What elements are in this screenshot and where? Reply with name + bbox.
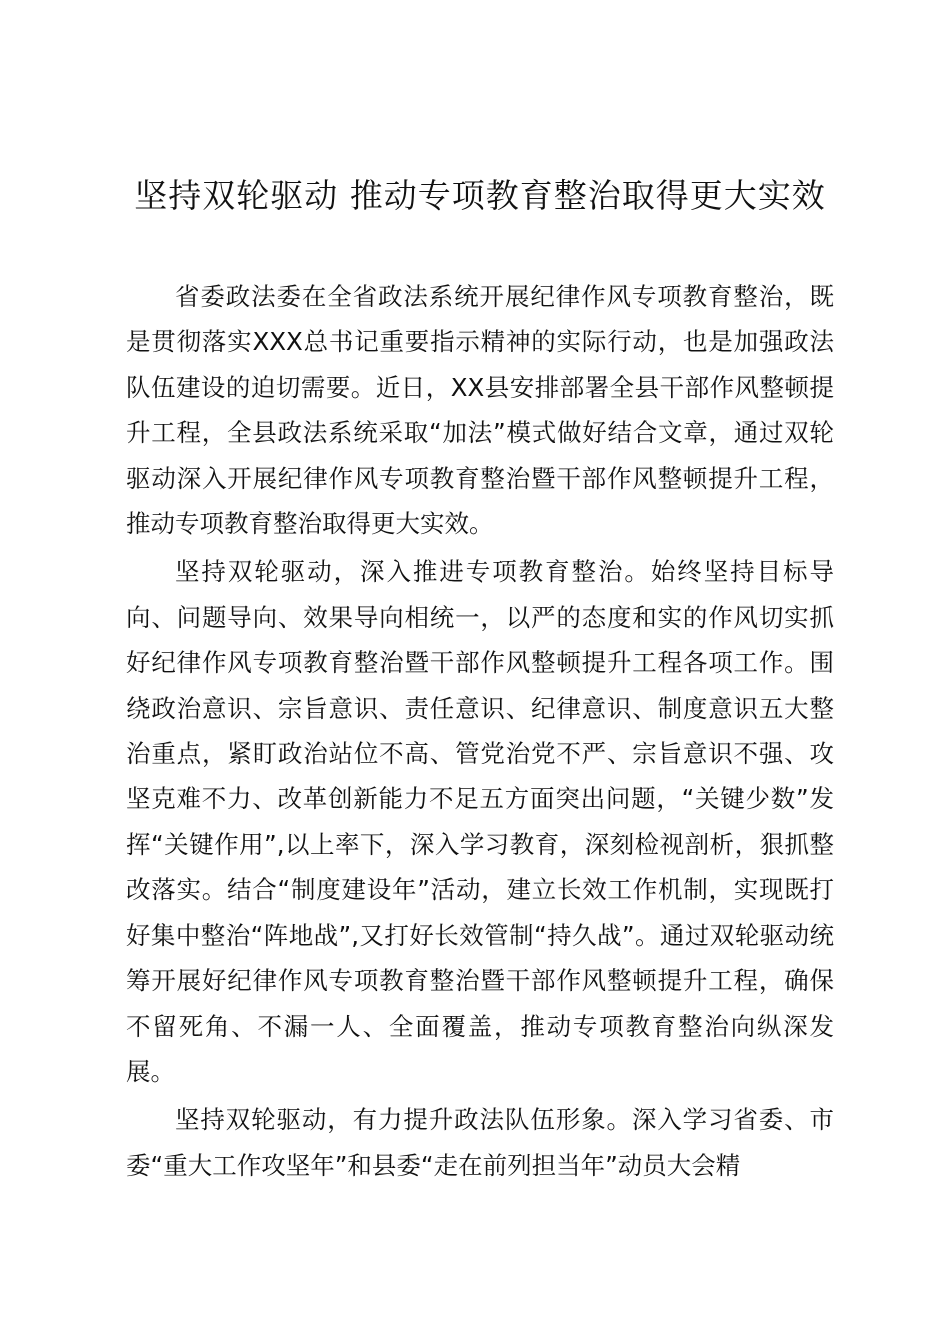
- document-body: [126, 274, 834, 1191]
- paragraph-team-image: 坚持双轮驱动，有力提升政法队伍形象。深入学习省委、市委“重大工作攻坚年”和县委“走在前列担当年”动员大会精: [126, 1105, 834, 1180]
- paragraph-rectification: 坚持双轮驱动，深入推进专项教育整治。始终坚持目标导向、问题导向、效果导向相统一，以严的态度和实的作风切实抓好纪律作风专项教育整治暨干部作风整顿提升工程各项工作。围绕政治意识、宗旨意识、责任意识、纪律意识、制度意识五大整治重点，紧盯政治站位不高、管党治党不严、宗旨意识不强、攻坚克难不力、改革创新能力不足五方面突出问题，“关键少数”发挥“关键作用”,以上率下，深入学习教育，深刻检视剖析，狠抓整改落实。结合“制度建设年”活动，建立长效工作机制，实现既打好集中整治“阵地战”,又打好长效管制“持久战”。通过双轮驱动统筹开展好纪律作风专项教育整治暨干部作风整顿提升工程，确保不留死角、不漏一人、全面覆盖，推动专项教育整治向纵深发展。: [126, 557, 834, 1086]
- document-title: 坚持双轮驱动 推动专项教育整治取得更大实效: [134, 176, 826, 215]
- paragraph-intro: 省委政法委在全省政法系统开展纪律作风专项教育整治，既是贯彻落实XXX总书记重要指示精神的实际行动，也是加强政法队伍建设的迫切需要。近日，XX县安排部署全县干部作风整顿提升工程，全县政法系统采取“加法”模式做好结合文章，通过双轮驱动深入开展纪律作风专项教育整治暨干部作风整顿提升工程，推动专项教育整治取得更大实效。: [126, 282, 834, 539]
